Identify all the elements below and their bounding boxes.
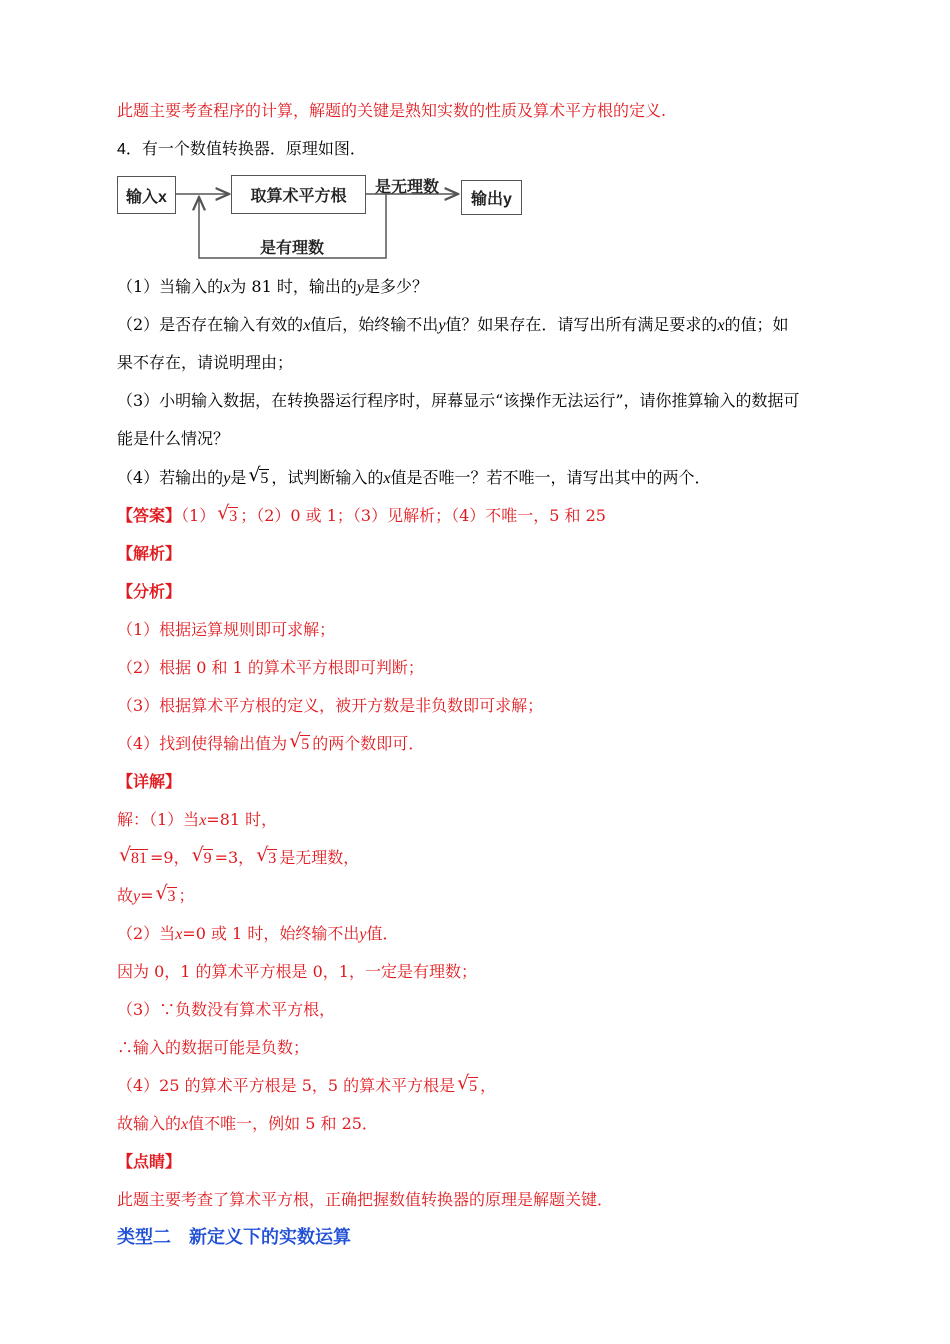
fenxi-tag: 【分析】 (117, 582, 182, 601)
output-box: 输出y (461, 180, 522, 215)
dianjing-tag: 【点睛】 (117, 1152, 182, 1171)
top-note: 此题主要考查程序的计算，解题的关键是熟知实数的性质及算术平方根的定义. (117, 101, 667, 120)
fenxi-line-2: （2）根据 0 和 1 的算术平方根即可判断； (117, 658, 424, 677)
process-box: 取算术平方根 (231, 175, 366, 214)
detail-line-3: 故y=√ 3 ； (117, 886, 195, 907)
detail-line-2: √ 81 =9，√ 9 =3，√ 3 是无理数， (117, 848, 359, 869)
sqrt-3: √ 3 (217, 506, 238, 527)
subquestion-4: （4）若输出的y是√ 5 ，试判断输入的x值是否唯一？若不唯一，请写出其中的两个． (117, 468, 710, 489)
detail-line-7: ∴输入的数据可能是负数； (117, 1038, 310, 1057)
sqrt-81: √ 81 (119, 848, 148, 869)
subquestion-1: （1）当输入的x为 81 时，输出的y是多少？ (117, 277, 428, 296)
sqrt-3: √ 3 (256, 848, 277, 869)
detail-tag: 【详解】 (117, 772, 182, 791)
detail-line-8: （4）25 的算术平方根是 5，5 的算术平方根是√ 5 ， (117, 1076, 496, 1097)
detail-line-1: 解：（1）当x=81 时， (117, 810, 278, 829)
answer-tag: 【答案】 (117, 506, 182, 525)
sqrt-9: √ 9 (192, 848, 213, 869)
sqrt-5: √ 5 (248, 468, 269, 489)
fenxi-line-3: （3）根据算术平方根的定义，被开方数是非负数即可求解； (117, 696, 544, 715)
input-box: 输入x (117, 176, 176, 214)
irrational-label: 是无理数 (375, 179, 440, 196)
rational-label: 是有理数 (260, 240, 325, 257)
sqrt-5: √ 5 (457, 1076, 478, 1097)
flowchart-arrows (0, 0, 950, 270)
fenxi-line-4: （4）找到使得输出值为√ 5 的两个数即可． (117, 734, 424, 755)
detail-line-9: 故输入的x值不唯一，例如 5 和 25． (117, 1114, 378, 1133)
subquestion-3-cont: 能是什么情况？ (117, 429, 230, 448)
dianjing-text: 此题主要考查了算术平方根，正确把握数值转换器的原理是解题关键． (117, 1190, 614, 1209)
detail-line-5: 因为 0，1 的算术平方根是 0，1，一定是有理数； (117, 962, 477, 981)
question-text: 有一个数值转换器．原理如图． (141, 139, 366, 158)
section-title: 类型二 新定义下的实数运算 (117, 1227, 351, 1248)
subquestion-2: （2）是否存在输入有效的x值后，始终输不出y值？如果存在．请写出所有满足要求的x的值；如 (117, 315, 789, 334)
question-number: 4． (117, 141, 142, 158)
answer-line: 【答案】（1）√ 3 ；（2）0 或 1；（3）见解析；（4）不唯一，5 和 25 (117, 506, 606, 527)
analysis-tag: 【解析】 (117, 544, 182, 563)
sqrt-3: √ 3 (156, 886, 177, 907)
detail-line-4: （2）当x=0 或 1 时，始终输不出y值． (117, 924, 399, 943)
subquestion-2-cont: 果不存在，请说明理由； (117, 353, 294, 372)
detail-line-6: （3）∵负数没有算术平方根， (117, 1000, 336, 1019)
subquestion-3: （3）小明输入数据，在转换器运行程序时，屏幕显示“该操作无法运行”，请你推算输入的数据可 (117, 391, 800, 410)
fenxi-line-1: （1）根据运算规则即可求解； (117, 620, 336, 639)
sqrt-5: √ 5 (289, 734, 310, 755)
